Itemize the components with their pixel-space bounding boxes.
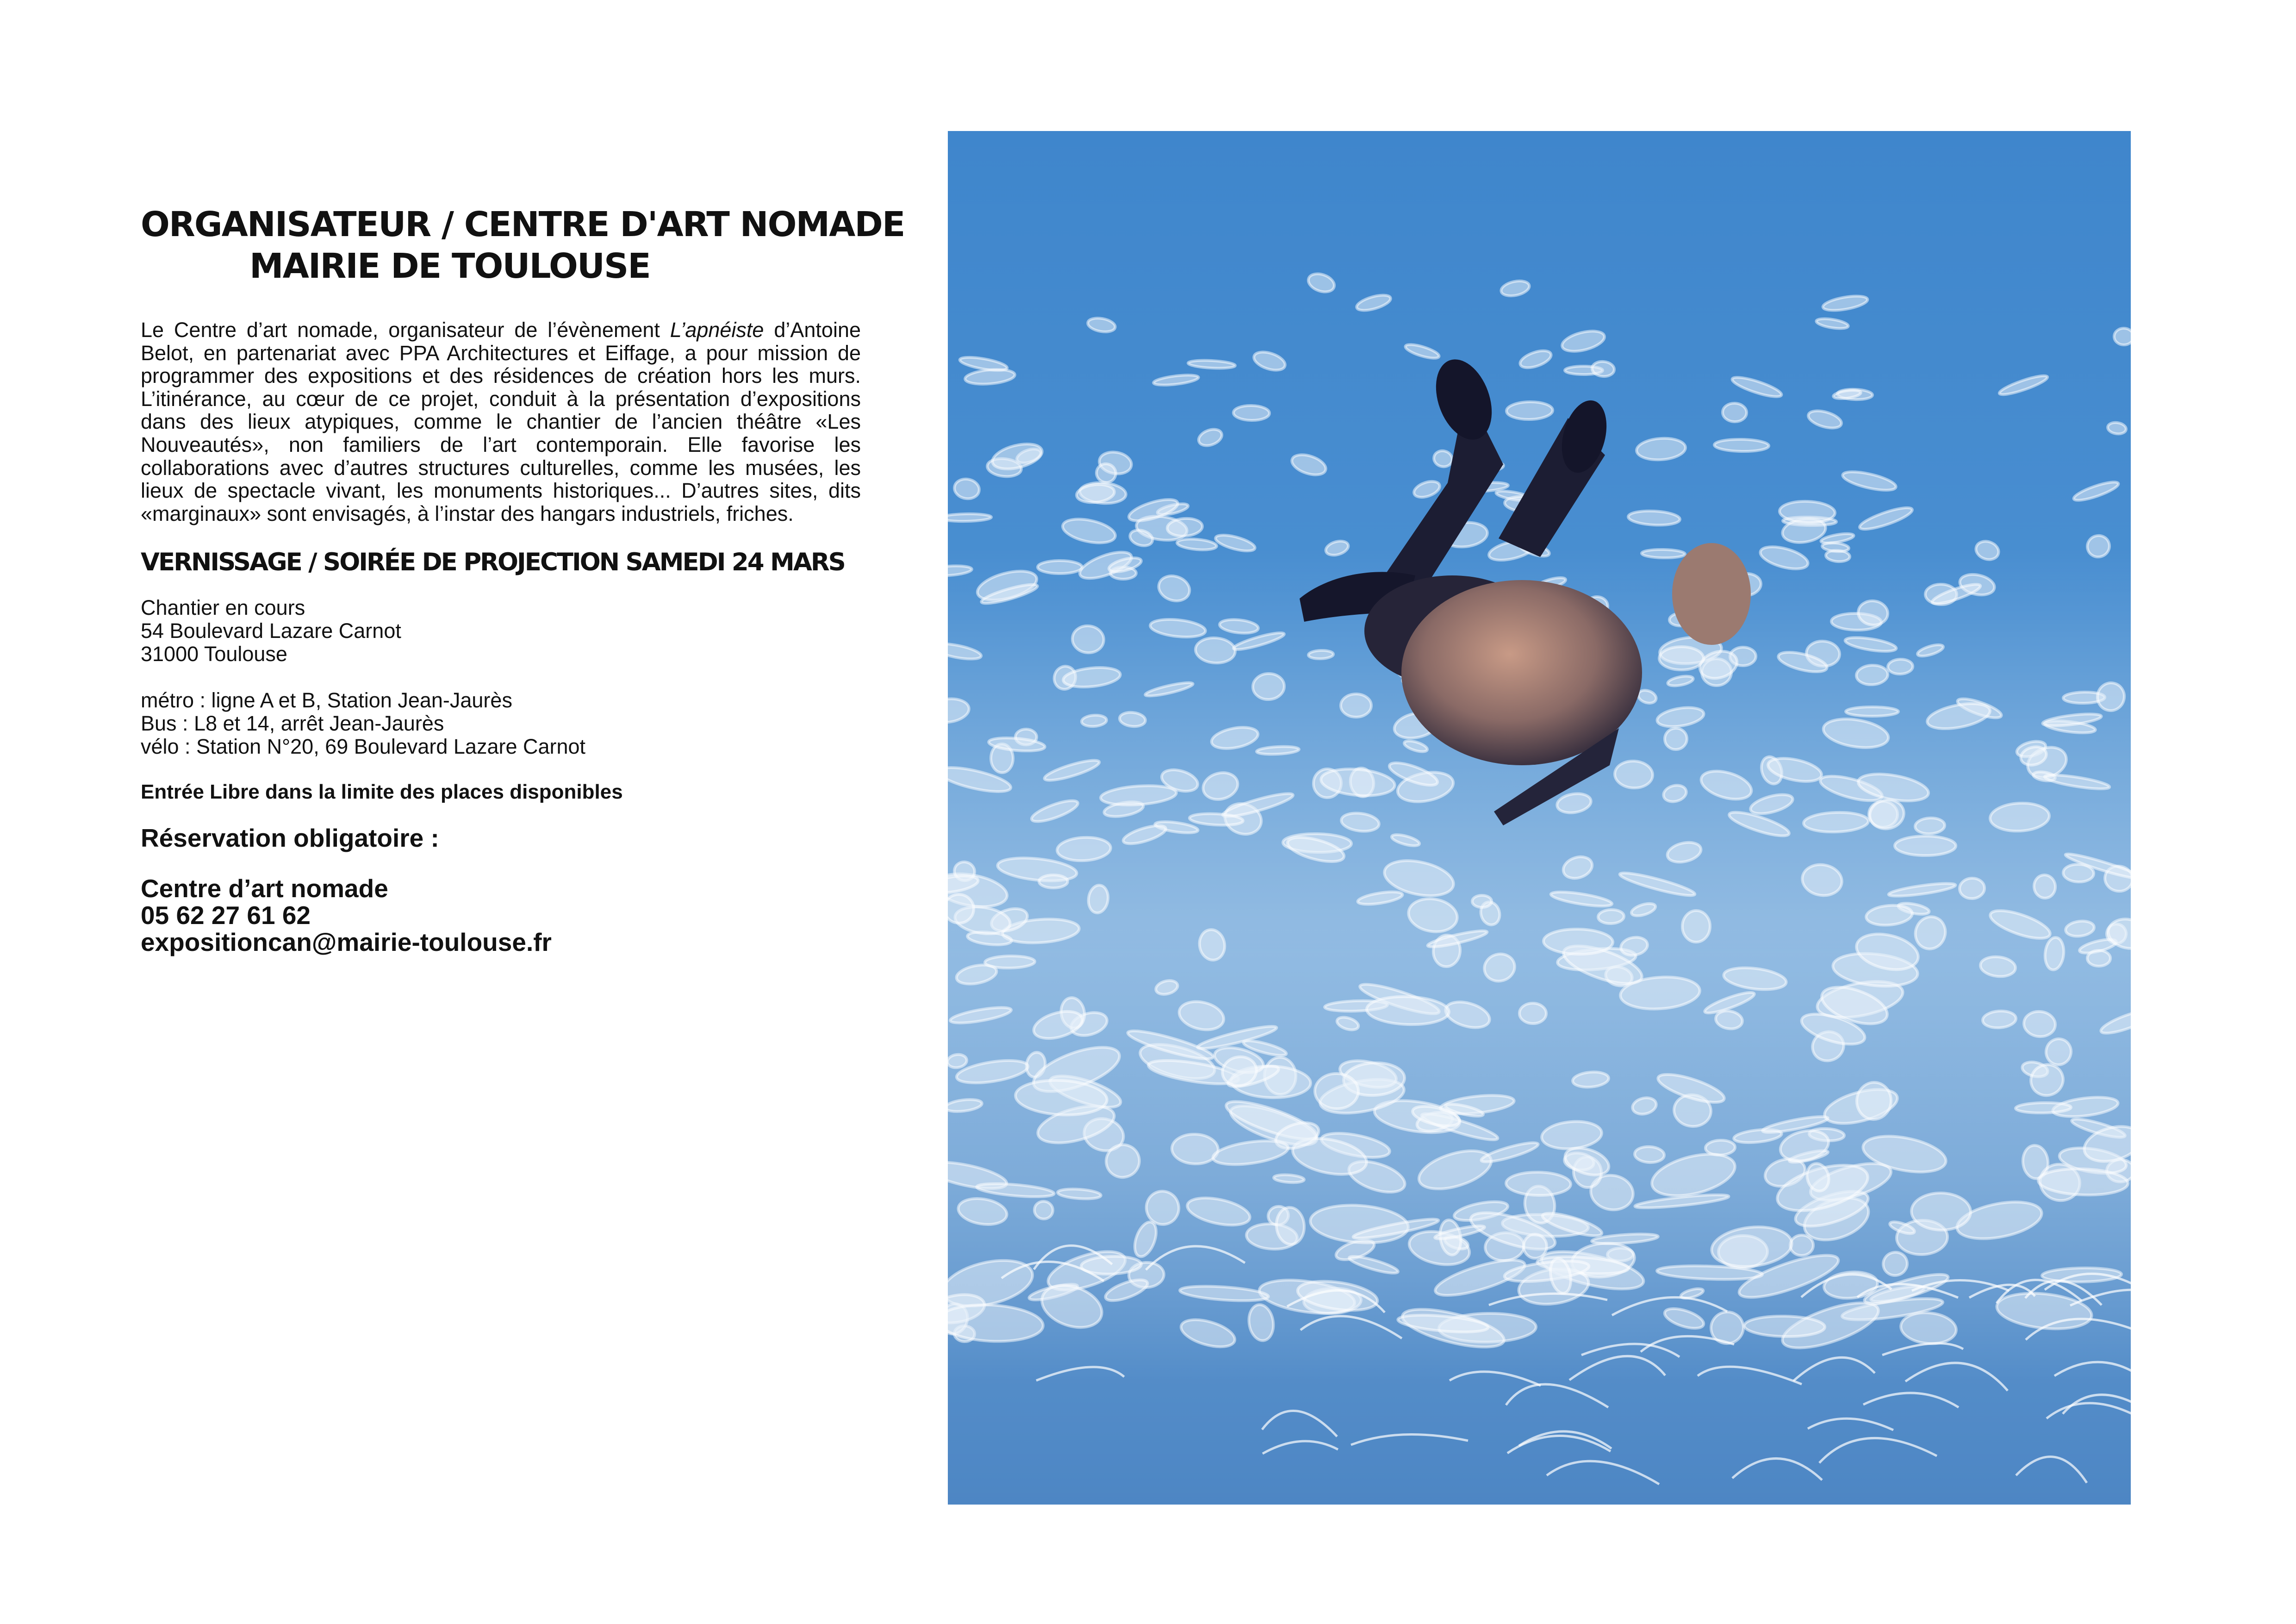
water-ripple: [1233, 405, 1270, 420]
swimmer-underwater-photo: [948, 131, 2131, 1505]
velo-line: vélo : Station N°20, 69 Boulevard Lazare Carnot: [141, 735, 586, 758]
water-ripple: [1634, 1146, 1665, 1163]
water-ripple: [1506, 401, 1553, 420]
water-ripple: [1523, 1233, 1548, 1259]
water-ripple: [1081, 714, 1107, 727]
water-ripple: [1779, 500, 1836, 524]
water-ripple: [1744, 1315, 1825, 1337]
water-ripple: [1519, 1003, 1547, 1024]
water-ripple: [1543, 929, 1613, 955]
water-ripple: [1714, 439, 1769, 452]
reservation-notice: Réservation obligatoire :: [141, 824, 439, 852]
address-line: 54 Boulevard Lazare Carnot: [141, 619, 401, 643]
water-ripple: [1171, 1133, 1219, 1164]
water-ripple: [2087, 950, 2110, 966]
water-ripple: [1341, 694, 1371, 717]
water-ripple: [1614, 760, 1654, 789]
water-ripple: [1592, 361, 1615, 377]
water-ripple: [1915, 817, 1945, 834]
vernissage-heading: VERNISSAGE / SOIRÉE DE PROJECTION SAMEDI 24 MARS: [141, 548, 845, 576]
water-ripple: [1790, 1235, 1814, 1256]
contact-name: Centre d’art nomade: [141, 874, 388, 903]
intro-text-start: Le Centre d’art nomade, organisateur de l’évènement: [141, 318, 670, 342]
water-ripple: [948, 513, 991, 522]
water-ripple: [1642, 549, 1685, 558]
water-ripple: [1803, 812, 1868, 833]
water-ripple: [1033, 1200, 1054, 1220]
water-ripple: [1856, 664, 1888, 686]
water-ripple: [1274, 1174, 1305, 1184]
intro-paragraph: [141, 319, 861, 525]
water-ripple: [1167, 517, 1203, 537]
water-ripple: [1598, 909, 1624, 924]
water-ripple: [1722, 403, 1747, 422]
water-ripple: [1472, 895, 1492, 907]
water-ripple: [1911, 1193, 1971, 1230]
water-ripple: [1038, 561, 1082, 574]
water-ripple: [1887, 659, 1913, 675]
water-ripple: [948, 893, 975, 924]
transport-info: [141, 689, 585, 758]
water-ripple: [1682, 910, 1710, 942]
water-ripple: [1039, 875, 1068, 888]
water-ripple: [1846, 707, 1898, 716]
organiser-heading-line1: ORGANISATEUR / CENTRE D'ART NOMADE: [141, 205, 905, 244]
water-ripple: [1252, 673, 1285, 700]
contact-phone[interactable]: 05 62 27 61 62: [141, 901, 311, 930]
intro-text-end: d’Antoine Belot, en partenariat avec PPA Architectures et Eiffage, a pour mission de programmer des expositions et des résidences de création hors les murs. L’itinérance, au cœur de ce projet, conduit à la présentation d’expositions dans des lieux atypiques, comme le chantier de l’ancien théâtre «Les Nouveautés», non familiers de l’art contemporain. Elle favorise les collaborations avec d’autres structures culturelles, comme les musées, les lieux de spectacle vivant, les monuments historiques... D’autres sites, dits «marginaux» sont envisagés, à l’instar des hangars industriels, friches.: [141, 318, 861, 525]
water-ripple: [985, 956, 1035, 968]
metro-line: métro : ligne A et B, Station Jean-Jaurès: [141, 688, 512, 712]
water-ripple: [1659, 647, 1704, 670]
bus-line: Bus : L8 et 14, arrêt Jean-Jaurès: [141, 712, 444, 735]
water-ripple: [1982, 1010, 2016, 1029]
contact-email[interactable]: expositioncan@mairie-toulouse.fr: [141, 928, 552, 956]
water-ripple: [1314, 1073, 1358, 1109]
contact-block: [141, 875, 552, 956]
water-ripple: [2114, 328, 2131, 345]
address-line: Chantier en cours: [141, 596, 305, 619]
water-ripple: [1895, 836, 1956, 856]
water-ripple: [1506, 1172, 1571, 1196]
address-line: 31000 Toulouse: [141, 642, 287, 666]
water-ripple: [1959, 878, 1985, 899]
work-title: L’apnéiste: [670, 318, 764, 342]
water-ripple: [1664, 727, 1688, 750]
organiser-heading-line2: MAIRIE DE TOULOUSE: [249, 246, 650, 286]
water-ripple: [2016, 1102, 2071, 1113]
entry-notice: Entrée Libre dans la limite des places disponibles: [141, 781, 623, 803]
venue-address: [141, 596, 401, 666]
water-ripple: [1308, 650, 1334, 659]
